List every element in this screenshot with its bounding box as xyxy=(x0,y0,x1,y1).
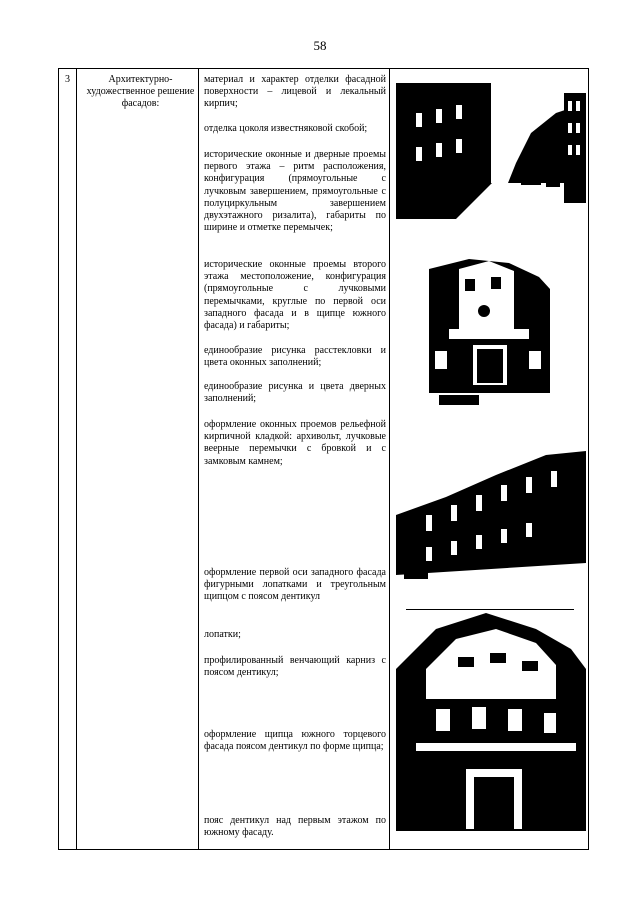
column-divider xyxy=(198,69,199,849)
paragraph: единообразие рисунка расстекловки и цвета оконных заполнений; xyxy=(204,345,386,369)
paragraph: пояс дентикул над первым этажом по южному фасаду. xyxy=(204,815,386,839)
paragraph: оформление первой оси западного фасада фигурными лопатками и треугольным щипцом с поясом дентикул xyxy=(204,567,386,603)
paragraph: отделка цоколя известняковой скобой; xyxy=(204,123,368,134)
column-divider xyxy=(76,69,77,849)
paragraph: исторические оконные и дверные проемы первого этажа – ритм расположения, конфигурация (прямоугольные с лучковым завершением, прямоугольные с полуциркульным завершением двухэтажного ризалита), габариты по ширине и отметке перемычек; xyxy=(204,149,386,234)
facade-photo-street xyxy=(396,83,586,219)
facade-photo-gable xyxy=(429,259,550,411)
paragraph: исторические оконные проемы второго этажа местоположение, конфигурация (прямоугольные с лучковыми перемычками, круглые по первой оси западного фасада и в щипце южного фасада) и габариты; xyxy=(204,259,386,332)
paragraph: лопатки; xyxy=(204,629,241,640)
item-name: Архитектурно-художественное решение фасадов: xyxy=(86,74,195,109)
paragraph: оформление оконных проемов рельефной кирпичной кладкой: архивольт, лучковые веерные перемычки с бровкой и с замковым камнем; xyxy=(204,419,386,467)
paragraph: профилированный венчающий карниз с поясом дентикул; xyxy=(204,655,386,679)
heritage-table xyxy=(58,68,589,850)
row-number: 3 xyxy=(65,74,70,85)
column-divider xyxy=(389,69,390,849)
facade-photo-long xyxy=(396,445,586,589)
paragraph: материал и характер отделки фасадной поверхности – лицевой и лекальный кирпич; xyxy=(204,74,386,110)
page-number: 58 xyxy=(313,38,327,53)
facade-photo-corner xyxy=(396,609,586,847)
paragraph: единообразие рисунка и цвета дверных заполнений; xyxy=(204,381,386,405)
paragraph: оформление щипца южного торцевого фасада поясом дентикул по форме щипца; xyxy=(204,729,386,753)
